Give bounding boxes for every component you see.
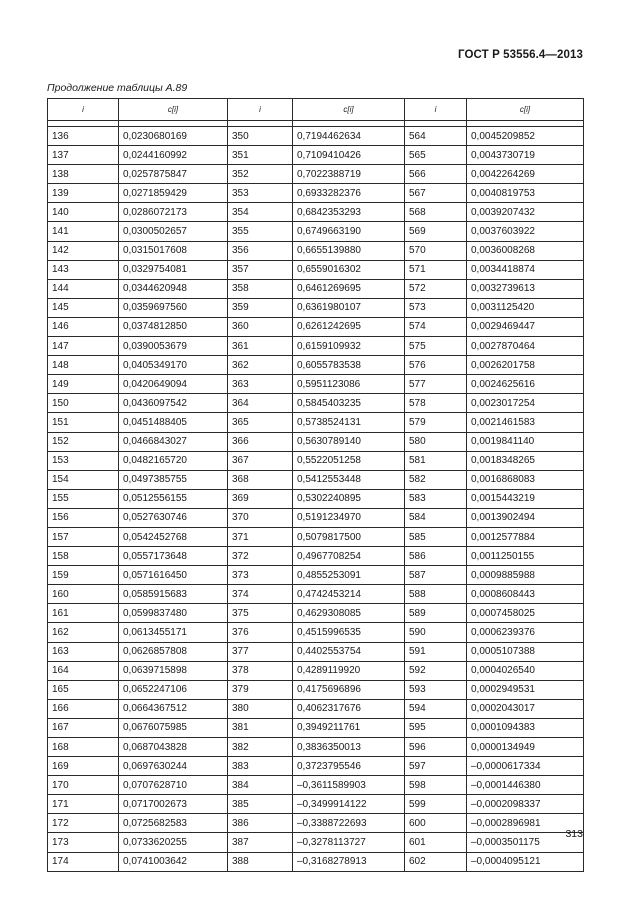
table-row <box>48 833 584 852</box>
index-cell: 354 <box>228 203 293 222</box>
index-cell: 165 <box>48 680 119 699</box>
value-cell: 0,0004026540 <box>467 661 584 680</box>
value-cell: 0,0036008268 <box>467 241 584 260</box>
value-cell: 0,6559016302 <box>293 260 405 279</box>
value-cell: 0,0527630746 <box>119 508 228 527</box>
value-cell: 0,6749663190 <box>293 222 405 241</box>
index-cell: 568 <box>405 203 467 222</box>
value-cell: 0,0466843027 <box>119 432 228 451</box>
value-cell: 0,0023017254 <box>467 394 584 413</box>
index-cell: 353 <box>228 184 293 203</box>
value-cell: –0,0002896981 <box>467 814 584 833</box>
value-cell: 0,6361980107 <box>293 298 405 317</box>
value-cell: 0,6055783538 <box>293 356 405 375</box>
table-header-row <box>48 99 584 121</box>
index-cell: 583 <box>405 489 467 508</box>
index-cell: 382 <box>228 738 293 757</box>
index-cell: 370 <box>228 508 293 527</box>
index-cell: 173 <box>48 833 119 852</box>
value-cell: –0,0002098337 <box>467 795 584 814</box>
index-cell: 585 <box>405 527 467 546</box>
column-header-ci-1: c[i] <box>119 99 228 121</box>
value-cell: 0,0042264269 <box>467 165 584 184</box>
value-cell: 0,0019841140 <box>467 432 584 451</box>
index-cell: 378 <box>228 661 293 680</box>
standard-header: ГОСТ Р 53556.4—2013 <box>458 49 583 61</box>
column-header-i-1: i <box>48 99 119 121</box>
table-row <box>48 776 584 795</box>
value-cell: –0,3499914122 <box>293 795 405 814</box>
table-row <box>48 738 584 757</box>
value-cell: 0,0039207432 <box>467 203 584 222</box>
value-cell: 0,0007458025 <box>467 604 584 623</box>
value-cell: –0,0004095121 <box>467 852 584 871</box>
value-cell: –0,3388722693 <box>293 814 405 833</box>
index-cell: 385 <box>228 795 293 814</box>
value-cell: 0,0011250155 <box>467 547 584 566</box>
index-cell: 577 <box>405 375 467 394</box>
index-cell: 371 <box>228 527 293 546</box>
value-cell: 0,0300502657 <box>119 222 228 241</box>
table-row <box>48 527 584 546</box>
value-cell: 0,0040819753 <box>467 184 584 203</box>
table-row <box>48 127 584 146</box>
value-cell: –0,0001446380 <box>467 776 584 795</box>
index-cell: 600 <box>405 814 467 833</box>
value-cell: 0,0707628710 <box>119 776 228 795</box>
value-cell: 0,0557173648 <box>119 547 228 566</box>
table-row <box>48 451 584 470</box>
index-cell: 601 <box>405 833 467 852</box>
value-cell: 0,0018348265 <box>467 451 584 470</box>
index-cell: 368 <box>228 470 293 489</box>
value-cell: 0,0436097542 <box>119 394 228 413</box>
index-cell: 372 <box>228 547 293 566</box>
value-cell: 0,0639715898 <box>119 661 228 680</box>
index-cell: 154 <box>48 470 119 489</box>
value-cell: 0,0026201758 <box>467 356 584 375</box>
value-cell: 0,0741003642 <box>119 852 228 871</box>
table-row <box>48 356 584 375</box>
index-cell: 362 <box>228 356 293 375</box>
table-row <box>48 298 584 317</box>
index-cell: 172 <box>48 814 119 833</box>
table-row <box>48 146 584 165</box>
table-row <box>48 489 584 508</box>
value-cell: 0,0542452768 <box>119 527 228 546</box>
index-cell: 142 <box>48 241 119 260</box>
index-cell: 574 <box>405 317 467 336</box>
value-cell: –0,3611589903 <box>293 776 405 795</box>
value-cell: 0,0009885988 <box>467 566 584 585</box>
value-cell: 0,0024625616 <box>467 375 584 394</box>
value-cell: –0,0003501175 <box>467 833 584 852</box>
index-cell: 140 <box>48 203 119 222</box>
value-cell: 0,0002949531 <box>467 680 584 699</box>
value-cell: 0,4175696896 <box>293 680 405 699</box>
index-cell: 599 <box>405 795 467 814</box>
value-cell: 0,6461269695 <box>293 279 405 298</box>
index-cell: 155 <box>48 489 119 508</box>
value-cell: 0,5845403235 <box>293 394 405 413</box>
index-cell: 145 <box>48 298 119 317</box>
index-cell: 578 <box>405 394 467 413</box>
index-cell: 147 <box>48 337 119 356</box>
value-cell: 0,0027870464 <box>467 337 584 356</box>
index-cell: 164 <box>48 661 119 680</box>
index-cell: 149 <box>48 375 119 394</box>
value-cell: 0,0390053679 <box>119 337 228 356</box>
index-cell: 363 <box>228 375 293 394</box>
index-cell: 594 <box>405 699 467 718</box>
table-row <box>48 337 584 356</box>
index-cell: 590 <box>405 623 467 642</box>
value-cell: 0,0015443219 <box>467 489 584 508</box>
value-cell: –0,3278113727 <box>293 833 405 852</box>
index-cell: 355 <box>228 222 293 241</box>
value-cell: 0,0029469447 <box>467 317 584 336</box>
value-cell: 0,4629308085 <box>293 604 405 623</box>
value-cell: 0,0451488405 <box>119 413 228 432</box>
value-cell: 0,0344620948 <box>119 279 228 298</box>
table-caption: Продолжение таблицы А.89 <box>47 82 188 94</box>
index-cell: 151 <box>48 413 119 432</box>
value-cell: 0,0016868083 <box>467 470 584 489</box>
value-cell: 0,0315017608 <box>119 241 228 260</box>
index-cell: 595 <box>405 718 467 737</box>
index-cell: 143 <box>48 260 119 279</box>
value-cell: 0,0482165720 <box>119 451 228 470</box>
table-row <box>48 795 584 814</box>
value-cell: 0,5191234970 <box>293 508 405 527</box>
index-cell: 566 <box>405 165 467 184</box>
value-cell: 0,0405349170 <box>119 356 228 375</box>
index-cell: 596 <box>405 738 467 757</box>
coefficient-table <box>47 98 584 872</box>
value-cell: 0,0687043828 <box>119 738 228 757</box>
value-cell: 0,0037603922 <box>467 222 584 241</box>
index-cell: 580 <box>405 432 467 451</box>
index-cell: 159 <box>48 566 119 585</box>
index-cell: 386 <box>228 814 293 833</box>
value-cell: 0,4289119920 <box>293 661 405 680</box>
index-cell: 137 <box>48 146 119 165</box>
value-cell: 0,5302240895 <box>293 489 405 508</box>
index-cell: 350 <box>228 127 293 146</box>
index-cell: 597 <box>405 757 467 776</box>
table-row <box>48 680 584 699</box>
index-cell: 356 <box>228 241 293 260</box>
index-cell: 589 <box>405 604 467 623</box>
value-cell: 0,0497385755 <box>119 470 228 489</box>
index-cell: 591 <box>405 642 467 661</box>
index-cell: 375 <box>228 604 293 623</box>
index-cell: 167 <box>48 718 119 737</box>
value-cell: 0,5079817500 <box>293 527 405 546</box>
index-cell: 380 <box>228 699 293 718</box>
table-row <box>48 394 584 413</box>
table-row <box>48 585 584 604</box>
value-cell: 0,0244160992 <box>119 146 228 165</box>
table-row <box>48 260 584 279</box>
index-cell: 141 <box>48 222 119 241</box>
value-cell: 0,0571616450 <box>119 566 228 585</box>
value-cell: 0,0257875847 <box>119 165 228 184</box>
table-row <box>48 203 584 222</box>
value-cell: 0,0733620255 <box>119 833 228 852</box>
value-cell: 0,0032739613 <box>467 279 584 298</box>
value-cell: 0,0286072173 <box>119 203 228 222</box>
index-cell: 171 <box>48 795 119 814</box>
index-cell: 174 <box>48 852 119 871</box>
index-cell: 161 <box>48 604 119 623</box>
value-cell: 0,0031125420 <box>467 298 584 317</box>
table-row <box>48 413 584 432</box>
index-cell: 602 <box>405 852 467 871</box>
value-cell: 0,0664367512 <box>119 699 228 718</box>
index-cell: 567 <box>405 184 467 203</box>
index-cell: 162 <box>48 623 119 642</box>
index-cell: 148 <box>48 356 119 375</box>
value-cell: 0,0005107388 <box>467 642 584 661</box>
value-cell: 0,3836350013 <box>293 738 405 757</box>
table-row <box>48 757 584 776</box>
index-cell: 138 <box>48 165 119 184</box>
value-cell: 0,0008608443 <box>467 585 584 604</box>
index-cell: 359 <box>228 298 293 317</box>
index-cell: 369 <box>228 489 293 508</box>
index-cell: 139 <box>48 184 119 203</box>
column-header-i-3: i <box>405 99 467 121</box>
value-cell: 0,0676075985 <box>119 718 228 737</box>
value-cell: 0,0021461583 <box>467 413 584 432</box>
value-cell: 0,0512556155 <box>119 489 228 508</box>
value-cell: 0,0599837480 <box>119 604 228 623</box>
index-cell: 384 <box>228 776 293 795</box>
index-cell: 366 <box>228 432 293 451</box>
index-cell: 381 <box>228 718 293 737</box>
table-row <box>48 508 584 527</box>
value-cell: 0,0000134949 <box>467 738 584 757</box>
index-cell: 388 <box>228 852 293 871</box>
value-cell: 0,0043730719 <box>467 146 584 165</box>
index-cell: 579 <box>405 413 467 432</box>
index-cell: 152 <box>48 432 119 451</box>
index-cell: 592 <box>405 661 467 680</box>
index-cell: 170 <box>48 776 119 795</box>
value-cell: 0,6655139880 <box>293 241 405 260</box>
index-cell: 360 <box>228 317 293 336</box>
index-cell: 158 <box>48 547 119 566</box>
value-cell: 0,6842353293 <box>293 203 405 222</box>
table-row <box>48 165 584 184</box>
index-cell: 367 <box>228 451 293 470</box>
index-cell: 352 <box>228 165 293 184</box>
index-cell: 351 <box>228 146 293 165</box>
index-cell: 575 <box>405 337 467 356</box>
index-cell: 374 <box>228 585 293 604</box>
table-body <box>48 121 584 872</box>
table-row <box>48 375 584 394</box>
table-row <box>48 814 584 833</box>
index-cell: 576 <box>405 356 467 375</box>
page-number: 313 <box>565 828 583 840</box>
index-cell: 163 <box>48 642 119 661</box>
index-cell: 168 <box>48 738 119 757</box>
value-cell: 0,0013902494 <box>467 508 584 527</box>
index-cell: 564 <box>405 127 467 146</box>
index-cell: 364 <box>228 394 293 413</box>
index-cell: 569 <box>405 222 467 241</box>
table-row <box>48 623 584 642</box>
index-cell: 156 <box>48 508 119 527</box>
index-cell: 379 <box>228 680 293 699</box>
index-cell: 150 <box>48 394 119 413</box>
value-cell: 0,7022388719 <box>293 165 405 184</box>
index-cell: 573 <box>405 298 467 317</box>
index-cell: 169 <box>48 757 119 776</box>
index-cell: 565 <box>405 146 467 165</box>
value-cell: 0,5630789140 <box>293 432 405 451</box>
value-cell: 0,0374812850 <box>119 317 228 336</box>
index-cell: 377 <box>228 642 293 661</box>
value-cell: 0,5522051258 <box>293 451 405 470</box>
value-cell: 0,4967708254 <box>293 547 405 566</box>
value-cell: 0,0725682583 <box>119 814 228 833</box>
value-cell: 0,0002043017 <box>467 699 584 718</box>
value-cell: 0,5738524131 <box>293 413 405 432</box>
index-cell: 581 <box>405 451 467 470</box>
table-row <box>48 547 584 566</box>
value-cell: 0,0420649094 <box>119 375 228 394</box>
index-cell: 593 <box>405 680 467 699</box>
index-cell: 166 <box>48 699 119 718</box>
value-cell: 0,0012577884 <box>467 527 584 546</box>
table-row <box>48 222 584 241</box>
value-cell: 0,3723795546 <box>293 757 405 776</box>
table-row <box>48 699 584 718</box>
index-cell: 365 <box>228 413 293 432</box>
column-header-ci-3: c[i] <box>467 99 584 121</box>
index-cell: 582 <box>405 470 467 489</box>
value-cell: 0,4062317676 <box>293 699 405 718</box>
index-cell: 376 <box>228 623 293 642</box>
column-header-i-2: i <box>228 99 293 121</box>
value-cell: 0,0626857808 <box>119 642 228 661</box>
index-cell: 146 <box>48 317 119 336</box>
value-cell: 0,4402553754 <box>293 642 405 661</box>
table-row <box>48 852 584 871</box>
index-cell: 361 <box>228 337 293 356</box>
index-cell: 387 <box>228 833 293 852</box>
index-cell: 383 <box>228 757 293 776</box>
index-cell: 570 <box>405 241 467 260</box>
index-cell: 598 <box>405 776 467 795</box>
value-cell: 0,0359697560 <box>119 298 228 317</box>
value-cell: 0,0652247106 <box>119 680 228 699</box>
table-row <box>48 241 584 260</box>
index-cell: 584 <box>405 508 467 527</box>
value-cell: 0,4855253091 <box>293 566 405 585</box>
value-cell: 0,4742453214 <box>293 585 405 604</box>
value-cell: 0,0006239376 <box>467 623 584 642</box>
index-cell: 588 <box>405 585 467 604</box>
index-cell: 357 <box>228 260 293 279</box>
table-row <box>48 566 584 585</box>
value-cell: –0,3168278913 <box>293 852 405 871</box>
value-cell: 0,0697630244 <box>119 757 228 776</box>
value-cell: 0,5412553448 <box>293 470 405 489</box>
table-row <box>48 604 584 623</box>
value-cell: 0,7194462634 <box>293 127 405 146</box>
value-cell: 0,0271859429 <box>119 184 228 203</box>
index-cell: 373 <box>228 566 293 585</box>
table-row <box>48 184 584 203</box>
value-cell: 0,0034418874 <box>467 260 584 279</box>
table-row <box>48 317 584 336</box>
value-cell: 0,6261242695 <box>293 317 405 336</box>
value-cell: 0,0717002673 <box>119 795 228 814</box>
value-cell: 0,6159109932 <box>293 337 405 356</box>
value-cell: 0,0045209852 <box>467 127 584 146</box>
table-row <box>48 470 584 489</box>
index-cell: 136 <box>48 127 119 146</box>
index-cell: 157 <box>48 527 119 546</box>
index-cell: 160 <box>48 585 119 604</box>
value-cell: 0,3949211761 <box>293 718 405 737</box>
index-cell: 571 <box>405 260 467 279</box>
index-cell: 358 <box>228 279 293 298</box>
index-cell: 572 <box>405 279 467 298</box>
value-cell: –0,0000617334 <box>467 757 584 776</box>
table-row <box>48 642 584 661</box>
value-cell: 0,0613455171 <box>119 623 228 642</box>
index-cell: 587 <box>405 566 467 585</box>
table-row <box>48 718 584 737</box>
column-header-ci-2: c[i] <box>293 99 405 121</box>
value-cell: 0,0001094383 <box>467 718 584 737</box>
index-cell: 153 <box>48 451 119 470</box>
value-cell: 0,7109410426 <box>293 146 405 165</box>
value-cell: 0,4515996535 <box>293 623 405 642</box>
table-row <box>48 432 584 451</box>
table-row <box>48 279 584 298</box>
value-cell: 0,0329754081 <box>119 260 228 279</box>
value-cell: 0,6933282376 <box>293 184 405 203</box>
value-cell: 0,5951123086 <box>293 375 405 394</box>
index-cell: 144 <box>48 279 119 298</box>
table-row <box>48 661 584 680</box>
value-cell: 0,0585915683 <box>119 585 228 604</box>
value-cell: 0,0230680169 <box>119 127 228 146</box>
index-cell: 586 <box>405 547 467 566</box>
